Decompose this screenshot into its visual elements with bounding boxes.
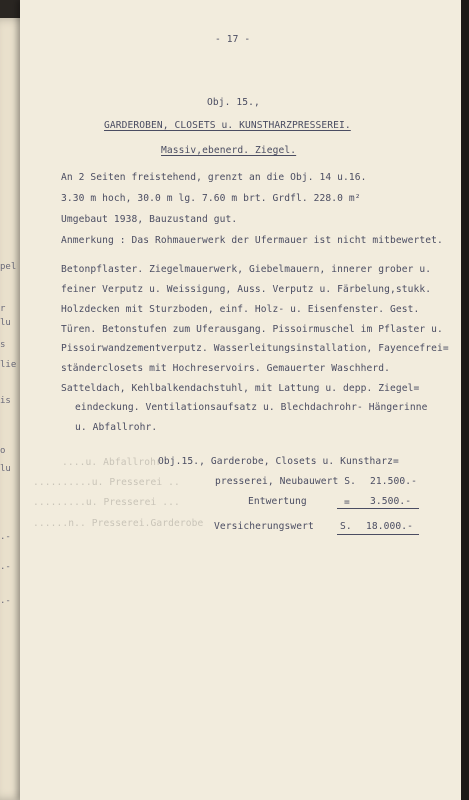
underlying-fragment: is xyxy=(0,396,11,406)
text-line: Umgebaut 1938, Bauzustand gut. xyxy=(61,214,238,225)
new-value-amount: 21.500.- xyxy=(370,476,418,487)
bleed-through-text: ......n.. Presserei.Garderobe xyxy=(33,518,204,529)
underlying-fragment: lu xyxy=(0,464,11,474)
insurance-currency: S. xyxy=(340,521,352,532)
underlying-fragment: lie xyxy=(0,360,17,370)
text-line: Betonpflaster. Ziegelmauerwerk, Giebelmauern, innerer grober u. xyxy=(61,264,432,275)
page-number: - 17 - xyxy=(215,34,251,45)
insurance-label: Versicherungswert xyxy=(214,521,314,532)
text-line: eindeckung. Ventilationsaufsatz u. Blechdachrohr- Hängerinne xyxy=(75,402,428,413)
text-line: An 2 Seiten freistehend, grenzt an die Obj. 14 u.16. xyxy=(61,172,367,183)
underlying-fragment: .- xyxy=(0,596,11,606)
text-line: Türen. Betonstufen zum Uferausgang. Pissoirmuschel im Pflaster u. xyxy=(61,324,443,335)
bleed-through-text: ..........u. Presserei .. xyxy=(33,477,180,488)
bleed-through-text: ....u. Abfallrohr xyxy=(62,457,162,468)
bleed-through-text: .........u. Presserei ... xyxy=(33,497,180,508)
underlying-fragment: .- xyxy=(0,562,11,572)
depreciation-amount: 3.500.- xyxy=(370,496,412,507)
underlying-fragment: .- xyxy=(0,532,11,542)
underlying-fragment: s xyxy=(0,340,6,350)
underlying-fragment: o xyxy=(0,446,6,456)
text-line: u. Abfallrohr. xyxy=(75,422,158,433)
heading: GARDEROBEN, CLOSETS u. KUNSTHARZPRESSEREI. xyxy=(104,120,351,131)
total-rule xyxy=(337,534,419,535)
object-title: Obj. 15., xyxy=(207,97,260,108)
underlying-fragment: lu xyxy=(0,318,11,328)
underlying-fragment: pel xyxy=(0,262,17,272)
insurance-amount: 18.000.- xyxy=(366,521,414,532)
subheading: Massiv,ebenerd. Ziegel. xyxy=(161,145,297,156)
text-line: Pissoirwandzementverputz. Wasserleitungsinstallation, Fayencefrei= xyxy=(61,343,449,354)
underlying-fragment: r xyxy=(0,304,6,314)
valuation-line: Obj.15., Garderobe, Closets u. Kunstharz= xyxy=(158,456,399,467)
text-line: Anmerkung : Das Rohmauerwerk der Ufermauer ist nicht mitbewertet. xyxy=(61,235,443,246)
valuation-label: presserei, Neubauwert S. xyxy=(215,476,357,487)
text-line: Holzdecken mit Sturzboden, einf. Holz- u. Eisenfenster. Gest. xyxy=(61,304,420,315)
text-line: ständerclosets mit Hochreservoirs. Gemauerter Waschherd. xyxy=(61,363,391,374)
text-line: 3.30 m hoch, 30.0 m lg. 7.60 m brt. Grdfl. 228.0 m² xyxy=(61,193,361,204)
scan-border xyxy=(461,0,469,800)
depreciation-sign: = xyxy=(344,497,350,508)
depreciation-label: Entwertung xyxy=(248,496,307,507)
text-line: feiner Verputz u. Weissigung, Auss. Verputz u. Färbelung,stukk. xyxy=(61,284,432,295)
sum-rule xyxy=(337,508,419,509)
text-line: Satteldach, Kehlbalkendachstuhl, mit Lattung u. depp. Ziegel= xyxy=(61,383,420,394)
